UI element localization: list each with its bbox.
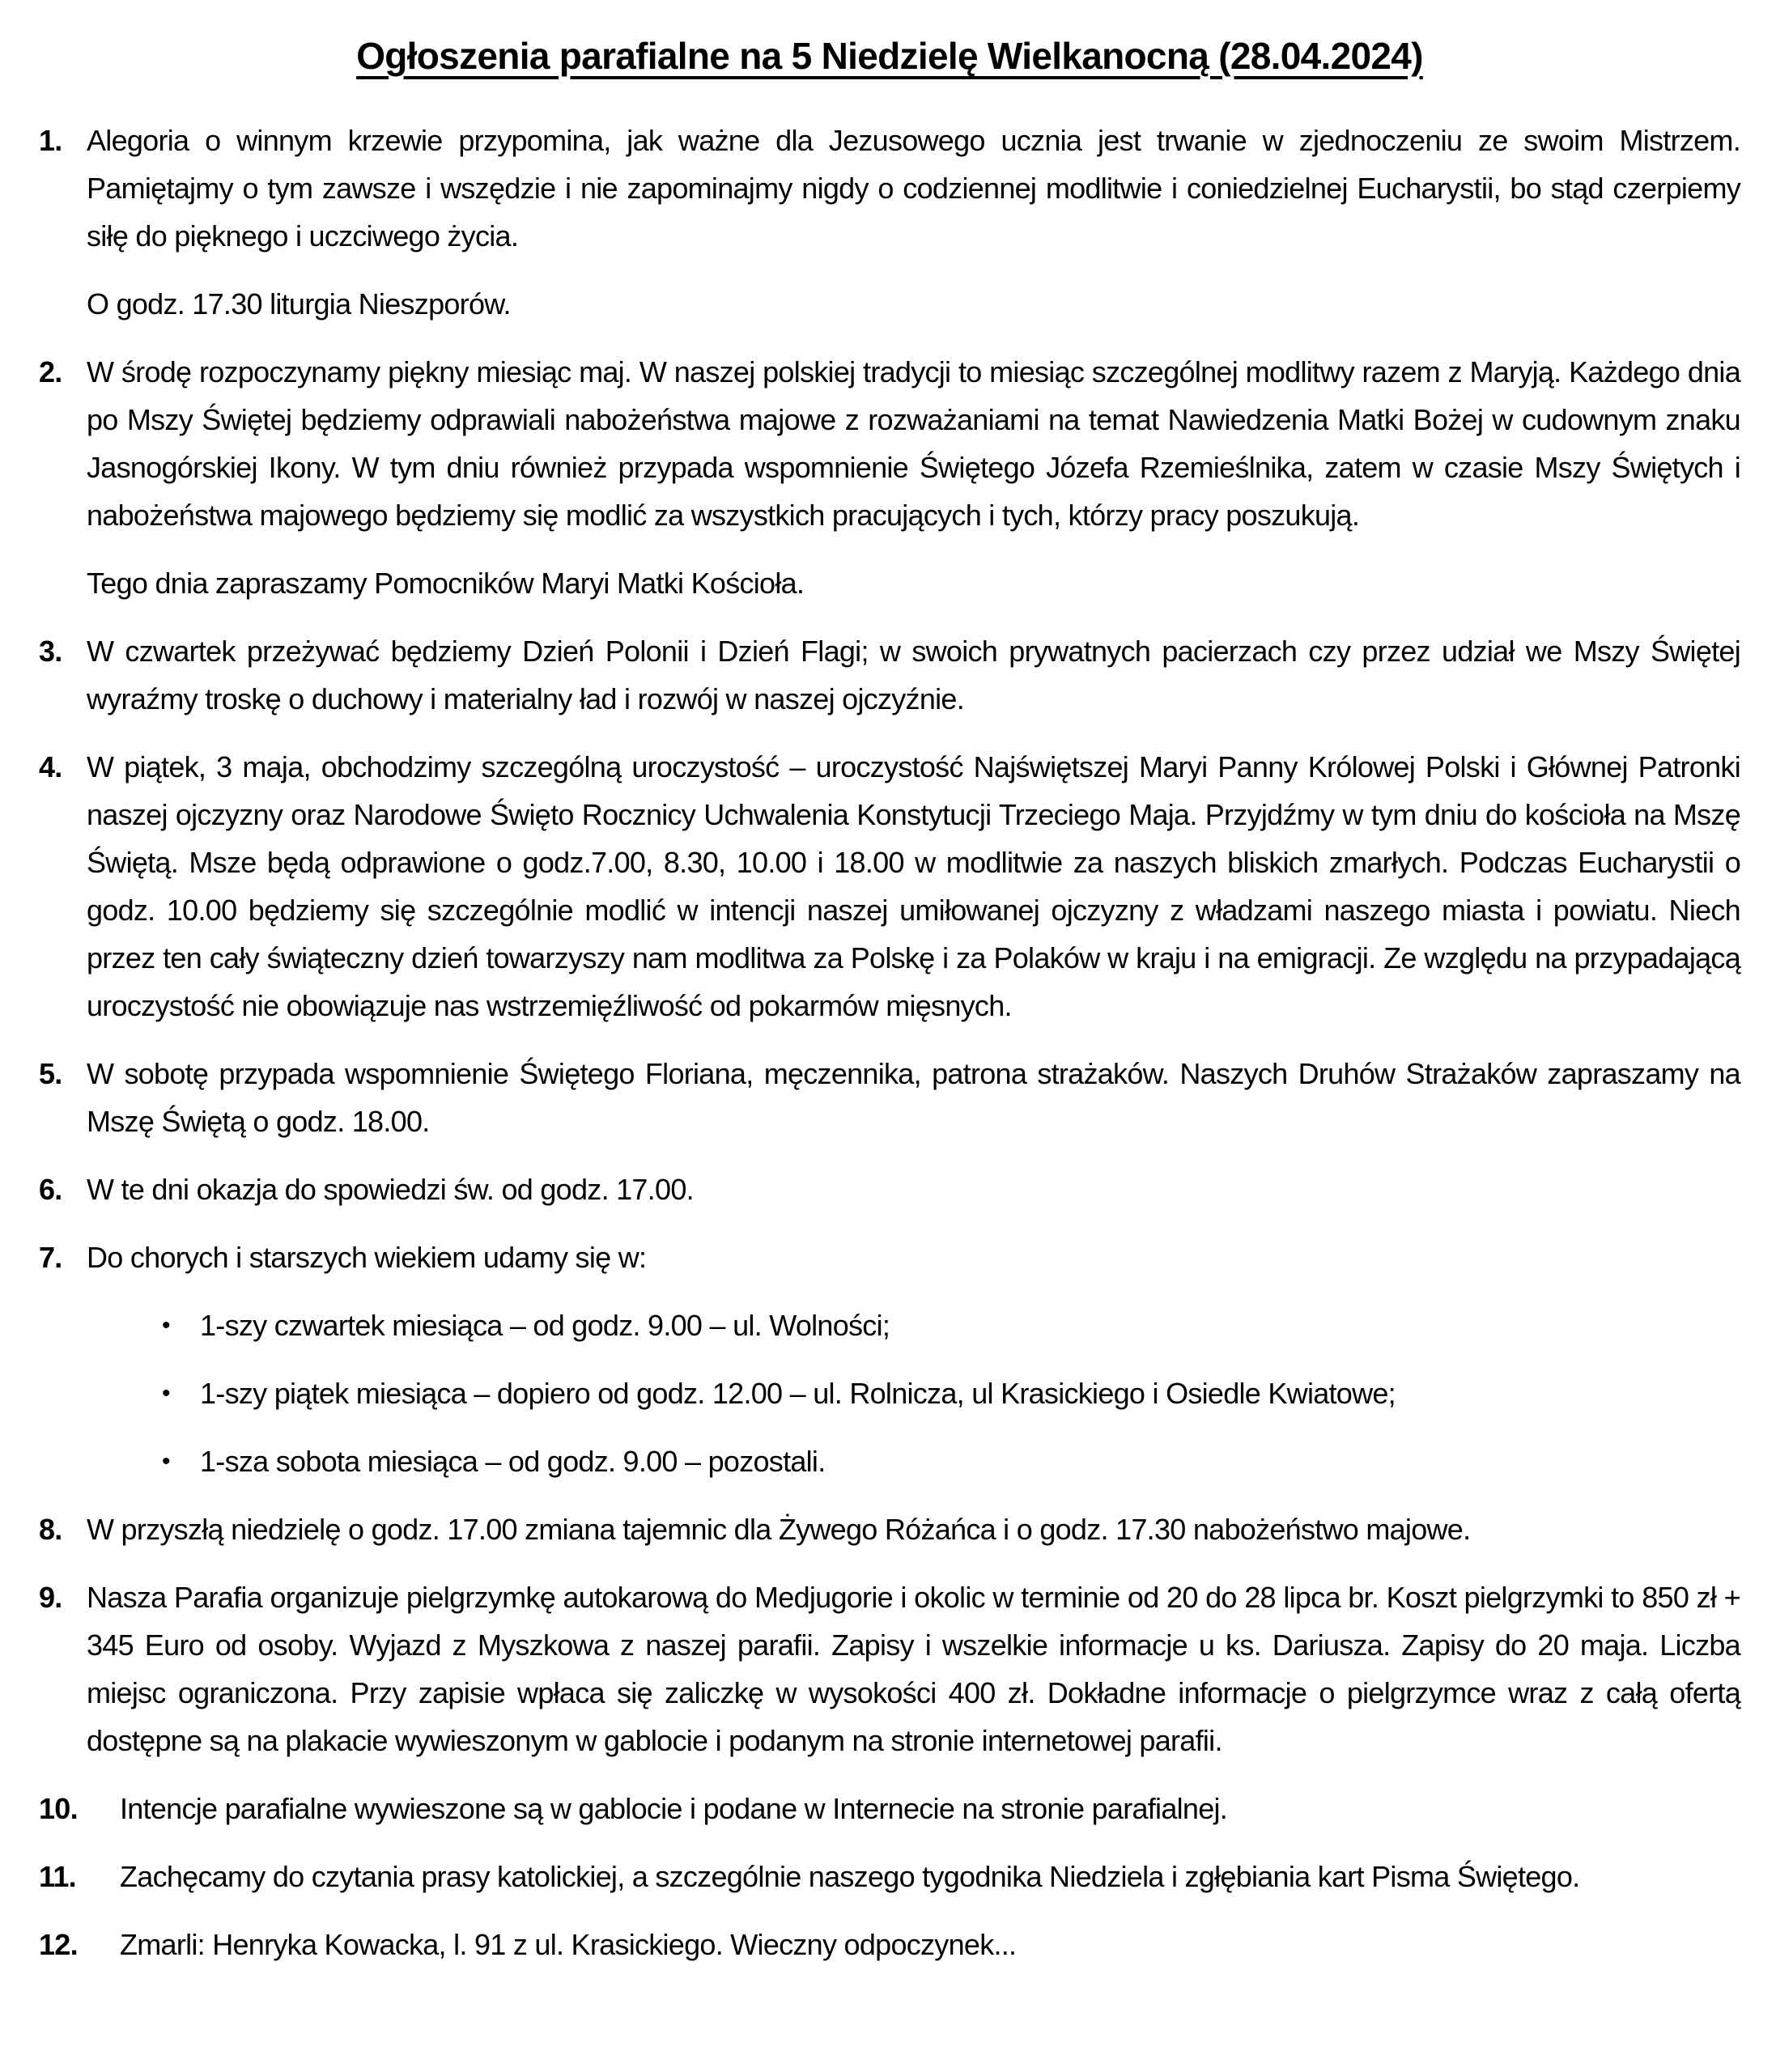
item-paragraph: Do chorych i starszych wiekiem udamy się w: (87, 1241, 647, 1274)
list-item (39, 348, 1740, 607)
item-body (87, 1166, 1740, 1213)
item-paragraph: W te dni okazja do spowiedzi św. od godz. 17.00. (87, 1173, 694, 1206)
item-number: 1. (39, 124, 62, 157)
bullet-list (87, 1301, 1740, 1485)
item-body (87, 1505, 1740, 1553)
item-body (87, 117, 1740, 328)
list-item (39, 743, 1740, 1030)
bullet-text: 1-szy czwartek miesiąca – od godz. 9.00 – ul. Wolności; (200, 1309, 890, 1342)
item-paragraph: Nasza Parafia organizuje pielgrzymkę autokarową do Medjugorie i okolic w terminie od 20 do 28 lipca br. Koszt pielgrzymki to 850 zł + 345 Euro od osoby. Wyjazd z Myszkowa z naszej parafii. Zapisy i wszelkie informacje u ks. Dariusza. Zapisy do 20 maja. Liczba miejsc ograniczona. Przy zapisie wpłaca się zaliczkę w wysokości 400 zł. Dokładne informacje o pielgrzymce wraz z całą ofertą dostępne są na plakacie wywieszonym w gablocie i podanym na stronie internetowej parafii. (87, 1581, 1740, 1757)
bullet-text: 1-szy piątek miesiąca – dopiero od godz. 12.00 – ul. Rolnicza, ul Krasickiego i Osiedle Kwiatowe; (200, 1377, 1396, 1410)
list-item (39, 1050, 1740, 1145)
item-number: 4. (39, 750, 62, 783)
item-paragraph: Intencje parafialne wywieszone są w gablocie i podane w Internecie na stronie parafialnej. (120, 1792, 1228, 1825)
item-number: 8. (39, 1513, 62, 1546)
item-body (87, 1573, 1740, 1764)
document-title: Ogłoszenia parafialne na 5 Niedzielę Wielkanocną (28.04.2024) (356, 35, 1423, 77)
bullet-item (162, 1369, 1740, 1417)
list-item (39, 627, 1740, 723)
item-body (87, 348, 1740, 607)
item-paragraph: Zmarli: Henryka Kowacka, l. 91 z ul. Krasickiego. Wieczny odpoczynek... (120, 1928, 1017, 1961)
bullet-item (162, 1301, 1740, 1349)
list-item (39, 1921, 1740, 1968)
item-number: 7. (39, 1241, 62, 1274)
list-item (39, 1573, 1740, 1764)
item-paragraph: W czwartek przeżywać będziemy Dzień Polonii i Dzień Flagi; w swoich prywatnych pacierzach czy przez udział we Mszy Świętej wyraźmy troskę o duchowy i materialny ład i rozwój w naszej ojczyźnie. (87, 635, 1740, 715)
item-number: 6. (39, 1173, 62, 1206)
item-paragraph: O godz. 17.30 liturgia Nieszporów. (87, 287, 511, 321)
item-body (120, 1921, 1740, 1968)
announcement-list (39, 117, 1740, 1968)
item-number: 3. (39, 635, 62, 668)
item-paragraph: W sobotę przypada wspomnienie Świętego Floriana, męczennika, patrona strażaków. Naszych Druhów Strażaków zapraszamy na Mszę Świętą o godz. 18.00. (87, 1057, 1740, 1138)
list-item (39, 117, 1740, 328)
item-number: 11. (39, 1860, 76, 1893)
bullet-item (162, 1437, 1740, 1485)
list-item (39, 1166, 1740, 1213)
item-number: 2. (39, 355, 62, 388)
item-paragraph: Tego dnia zapraszamy Pomocników Maryi Matki Kościoła. (87, 567, 805, 600)
list-item (39, 1505, 1740, 1553)
item-paragraph: Zachęcamy do czytania prasy katolickiej, a szczególnie naszego tygodnika Niedziela i zgłębiania kart Pisma Świętego. (120, 1860, 1580, 1893)
list-item (39, 1853, 1740, 1900)
item-paragraph: W środę rozpoczynamy piękny miesiąc maj. W naszej polskiej tradycji to miesiąc szczególnej modlitwy razem z Maryją. Każdego dnia po Mszy Świętej będziemy odprawiali nabożeństwa majowe z rozważaniami na temat Nawiedzenia Matki Bożej w cudownym znaku Jasnogórskiej Ikony. W tym dniu również przypada wspomnienie Świętego Józefa Rzemieślnika, zatem w czasie Mszy Świętych i nabożeństwa majowego będziemy się modlić za wszystkich pracujących i tych, którzy pracy poszukują. (87, 355, 1740, 532)
bullet-text: 1-sza sobota miesiąca – od godz. 9.00 – pozostali. (200, 1445, 826, 1478)
item-number: 12. (39, 1928, 78, 1961)
item-number: 5. (39, 1057, 62, 1090)
item-body (87, 1233, 1740, 1485)
bullet-icon: • (162, 1312, 170, 1339)
item-number: 10. (39, 1792, 78, 1825)
item-body (120, 1853, 1740, 1900)
item-number: 9. (39, 1581, 62, 1614)
item-body (87, 1050, 1740, 1145)
item-body (120, 1785, 1740, 1832)
item-paragraph: W piątek, 3 maja, obchodzimy szczególną uroczystość – uroczystość Najświętszej Maryi Panny Królowej Polski i Głównej Patronki naszej ojczyzny oraz Narodowe Święto Rocznicy Uchwalenia Konstytucji Trzeciego Maja. Przyjdźmy w tym dniu do kościoła na Mszę Świętą. Msze będą odprawione o godz.7.00, 8.30, 10.00 i 18.00 w modlitwie za naszych bliskich zmarłych. Podczas Eucharystii o godz. 10.00 będziemy się szczególnie modlić w intencji naszej umiłowanej ojczyzny z władzami naszego miasta i powiatu. Niech przez ten cały świąteczny dzień towarzyszy nam modlitwa za Polskę i za Polaków w kraju i na emigracji. Ze względu na przypadającą uroczystość nie obowiązuje nas wstrzemięźliwość od pokarmów mięsnych. (87, 750, 1740, 1022)
item-body (87, 627, 1740, 723)
bullet-icon: • (162, 1380, 170, 1407)
list-item (39, 1785, 1740, 1832)
item-body (87, 743, 1740, 1030)
item-paragraph: W przyszłą niedzielę o godz. 17.00 zmiana tajemnic dla Żywego Różańca i o godz. 17.30 nabożeństwo majowe. (87, 1513, 1471, 1546)
bullet-icon: • (162, 1448, 170, 1475)
list-item (39, 1233, 1740, 1485)
item-paragraph: Alegoria o winnym krzewie przypomina, jak ważne dla Jezusowego ucznia jest trwanie w zjednoczeniu ze swoim Mistrzem. Pamiętajmy o tym zawsze i wszędzie i nie zapominajmy nigdy o codziennej modlitwie i coniedzielnej Eucharystii, bo stąd czerpiemy siłę do pięknego i uczciwego życia. (87, 124, 1740, 253)
